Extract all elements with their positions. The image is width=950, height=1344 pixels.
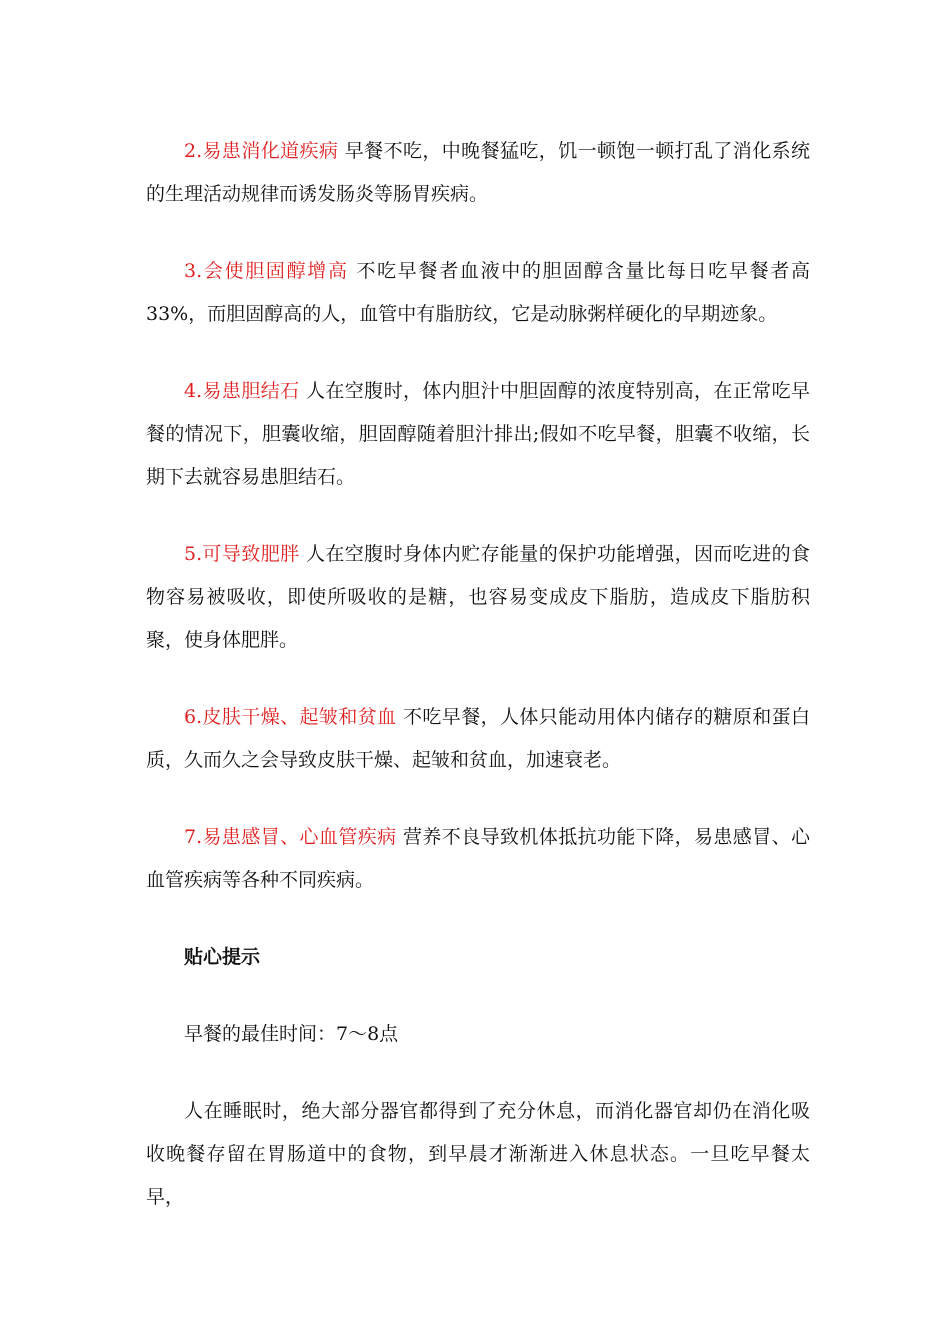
item-title: 4.易患胆结石	[184, 380, 300, 402]
best-time-line: 早餐的最佳时间：7～8点	[184, 1023, 399, 1045]
item-text: 人在空腹时，体内胆汁中胆固醇的浓度特别高，在正常吃早餐的情况下，胆囊收缩，胆固醇随着胆汁排出;假如不吃早餐，胆囊不收缩，长期下去就容易患胆结石。	[146, 380, 810, 488]
item-paragraph-4	[146, 370, 810, 499]
item-title: 5.可导致肥胖	[184, 543, 300, 565]
item-paragraph-6	[146, 696, 810, 782]
item-title: 7.易患感冒、心血管疾病	[184, 826, 397, 848]
item-paragraph-2	[146, 130, 810, 216]
item-text: 营养不良导致机体抵抗功能下降，易患感冒、心血管疾病等各种不同疾病。	[146, 826, 810, 891]
item-paragraph-7	[146, 816, 810, 902]
item-paragraph-3	[146, 250, 810, 336]
document-page	[146, 130, 810, 1253]
item-title: 2.易患消化道疾病	[184, 140, 339, 162]
item-text: 人在空腹时身体内贮存能量的保护功能增强，因而吃进的食物容易被吸收，即使所吸收的是糖，也容易变成皮下脂肪，造成皮下脂肪积聚，使身体肥胖。	[146, 543, 810, 651]
tip-heading: 贴心提示	[184, 946, 261, 968]
item-title: 3.会使胆固醇增高	[184, 260, 349, 282]
item-text: 不吃早餐者血液中的胆固醇含量比每日吃早餐者高33%，而胆固醇高的人，血管中有脂肪纹，它是动脉粥样硬化的早期迹象。	[146, 260, 810, 325]
item-paragraph-5	[146, 533, 810, 662]
final-paragraph: 人在睡眠时，绝大部分器官都得到了充分休息，而消化器官却仍在消化吸收晚餐存留在胃肠道中的食物，到早晨才渐渐进入休息状态。一旦吃早餐太早，	[146, 1100, 810, 1208]
item-title: 6.皮肤干燥、起皱和贫血	[184, 706, 397, 728]
item-text: 不吃早餐，人体只能动用体内储存的糖原和蛋白质，久而久之会导致皮肤干燥、起皱和贫血，加速衰老。	[146, 706, 810, 771]
item-text: 早餐不吃，中晚餐猛吃，饥一顿饱一顿打乱了消化系统的生理活动规律而诱发肠炎等肠胃疾病。	[146, 140, 810, 205]
